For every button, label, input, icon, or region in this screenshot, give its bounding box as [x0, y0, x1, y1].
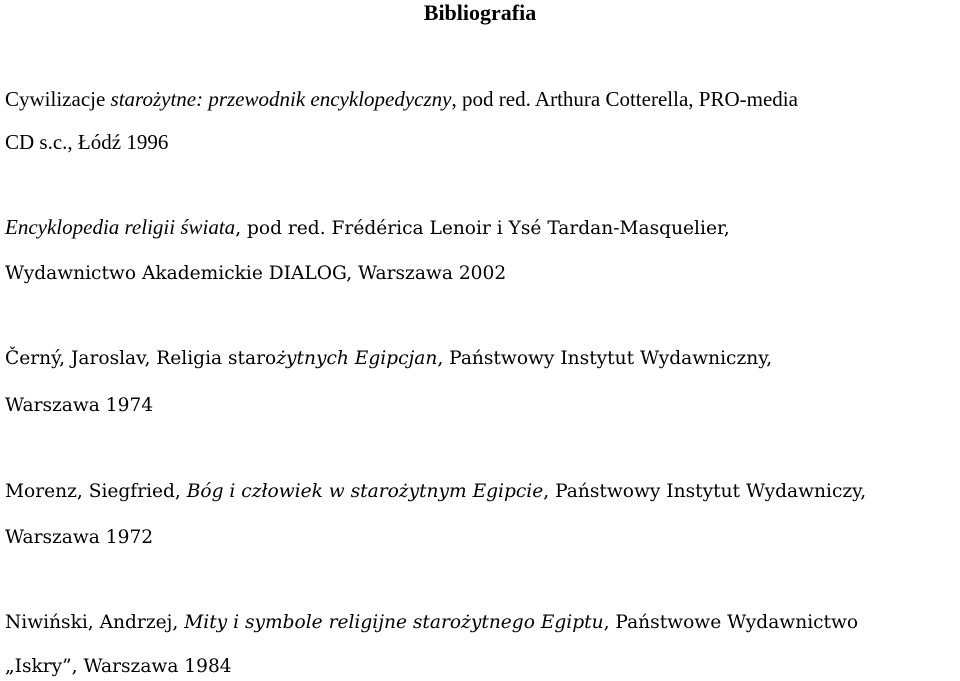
entry-2-title: Encyklopedia religii świata	[5, 215, 236, 239]
bibliography-entry-4-line-1	[5, 479, 866, 505]
entry-1-text-a: Cywilizacje	[5, 87, 111, 111]
bibliography-entry-2-line-1	[5, 214, 730, 242]
bibliography-entry-5-line-2: „Iskry”, Warszawa 1984	[5, 656, 232, 677]
entry-4-text-c: , Państwowy Instytut Wydawniczy,	[543, 481, 867, 502]
entry-5-title: Mity i symbole religijne starożytnego Egiptu	[184, 612, 604, 633]
bibliography-entry-5-line-1	[5, 610, 858, 636]
entry-4-text-a: Morenz, Siegfried,	[5, 481, 187, 502]
entry-5-text-a: Niwiński, Andrzej,	[5, 612, 185, 633]
entry-3-title: żytnych Egipcjan	[276, 348, 438, 369]
entry-2-text-b: , pod red. Frédérica Lenoir i Ysé Tardan-Masquelier,	[235, 218, 730, 239]
entry-4-title: Bóg i człowiek w starożytnym Egipcie	[186, 481, 544, 502]
entry-3-text-a: Černý, Jaroslav, Religia staro	[5, 348, 277, 369]
page-title: Bibliografia	[423, 0, 537, 25]
entry-3-text-c: , Państwowy Instytut Wydawniczny,	[437, 348, 773, 369]
bibliography-entry-2-line-2: Wydawnictwo Akademickie DIALOG, Warszawa 2002	[5, 263, 507, 284]
entry-1-title: starożytne: przewodnik encyklopedyczny	[110, 87, 452, 111]
bibliography-entry-1-line-2: CD s.c., Łódź 1996	[5, 130, 169, 154]
entry-5-text-c: , Państwowe Wydawnictwo	[603, 612, 859, 633]
bibliography-entry-1-line-1	[5, 86, 798, 112]
entry-1-text-c: , pod red. Arthura Cotterella, PRO-media	[451, 87, 798, 111]
bibliography-entry-3-line-1	[5, 346, 772, 372]
bibliography-entry-3-line-2: Warszawa 1974	[5, 395, 154, 416]
bibliography-entry-4-line-2: Warszawa 1972	[5, 527, 154, 548]
